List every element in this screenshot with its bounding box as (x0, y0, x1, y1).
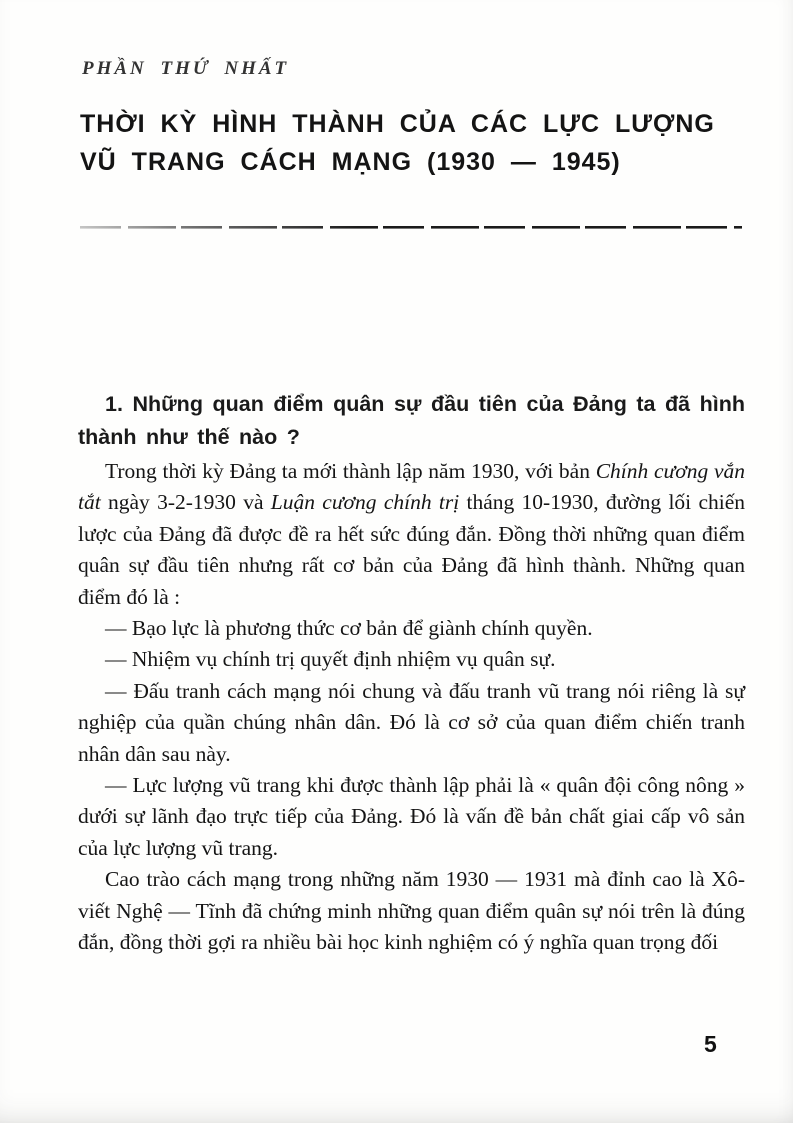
paragraph-intro-segment: Trong thời kỳ Đảng ta mới thành lập năm 1930, với bản (105, 459, 596, 483)
bullet-item: — Bạo lực là phương thức cơ bản để giành chính quyền. (105, 616, 593, 641)
body-text (78, 456, 745, 959)
paragraph-intro-segment: ngày 3-2-1930 và (100, 490, 271, 515)
part-label: PHẦN THỨ NHẤT (82, 58, 290, 79)
bullet-item: — Nhiệm vụ chính trị quyết định nhiệm vụ quân sự. (105, 647, 556, 672)
chapter-title (80, 105, 745, 181)
bullet-item: — Lực lượng vũ trang khi được thành lập phải là « quân đội công nông » dưới sự lãnh đạo trực tiếp của Đảng. Đó là vấn đề bản chất giai cấp vô sản của lực lượng vũ trang. (78, 773, 745, 860)
paragraph-conclusion: Cao trào cách mạng trong những năm 1930 — 1931 mà đỉnh cao là Xô-viết Nghệ — Tĩnh đã chứng minh những quan điểm quân sự nói trên là đúng đắn, đồng thời gợi ra nhiều bài học kinh nghiệm có ý nghĩa quan trọng đối (78, 867, 745, 955)
paragraph-intro (78, 456, 745, 613)
bullet-item: — Đấu tranh cách mạng nói chung và đấu tranh vũ trang nói riêng là sự nghiệp của quần chúng nhân dân. Đó là cơ sở của quan điểm chiến tranh nhân dân sau này. (78, 678, 745, 766)
page-number: 5 (704, 1031, 717, 1057)
cited-work-title: Luận cương chính trị (270, 490, 460, 515)
section-heading: 1. Những quan điểm quân sự đầu tiên của Đảng ta đã hình thành như thế nào ? (78, 392, 745, 449)
cited-work-title: Chính cương vắn tắt (78, 459, 745, 515)
chapter-title-line1: THỜI KỲ HÌNH THÀNH CỦA CÁC LỰC LƯỢNG (80, 110, 715, 138)
section-divider-rule (80, 226, 742, 229)
chapter-title-line2: VŨ TRANG CÁCH MẠNG (1930 — 1945) (80, 148, 621, 176)
paragraph-intro-segment: tháng 10-1930, đường lối chiến lược của Đảng đã được đề ra hết sức đúng đắn. Đồng thời những quan điểm quân sự đầu tiên nhưng rất cơ bản của Đảng đã hình thành. Những quan điểm đó là : (78, 490, 745, 609)
